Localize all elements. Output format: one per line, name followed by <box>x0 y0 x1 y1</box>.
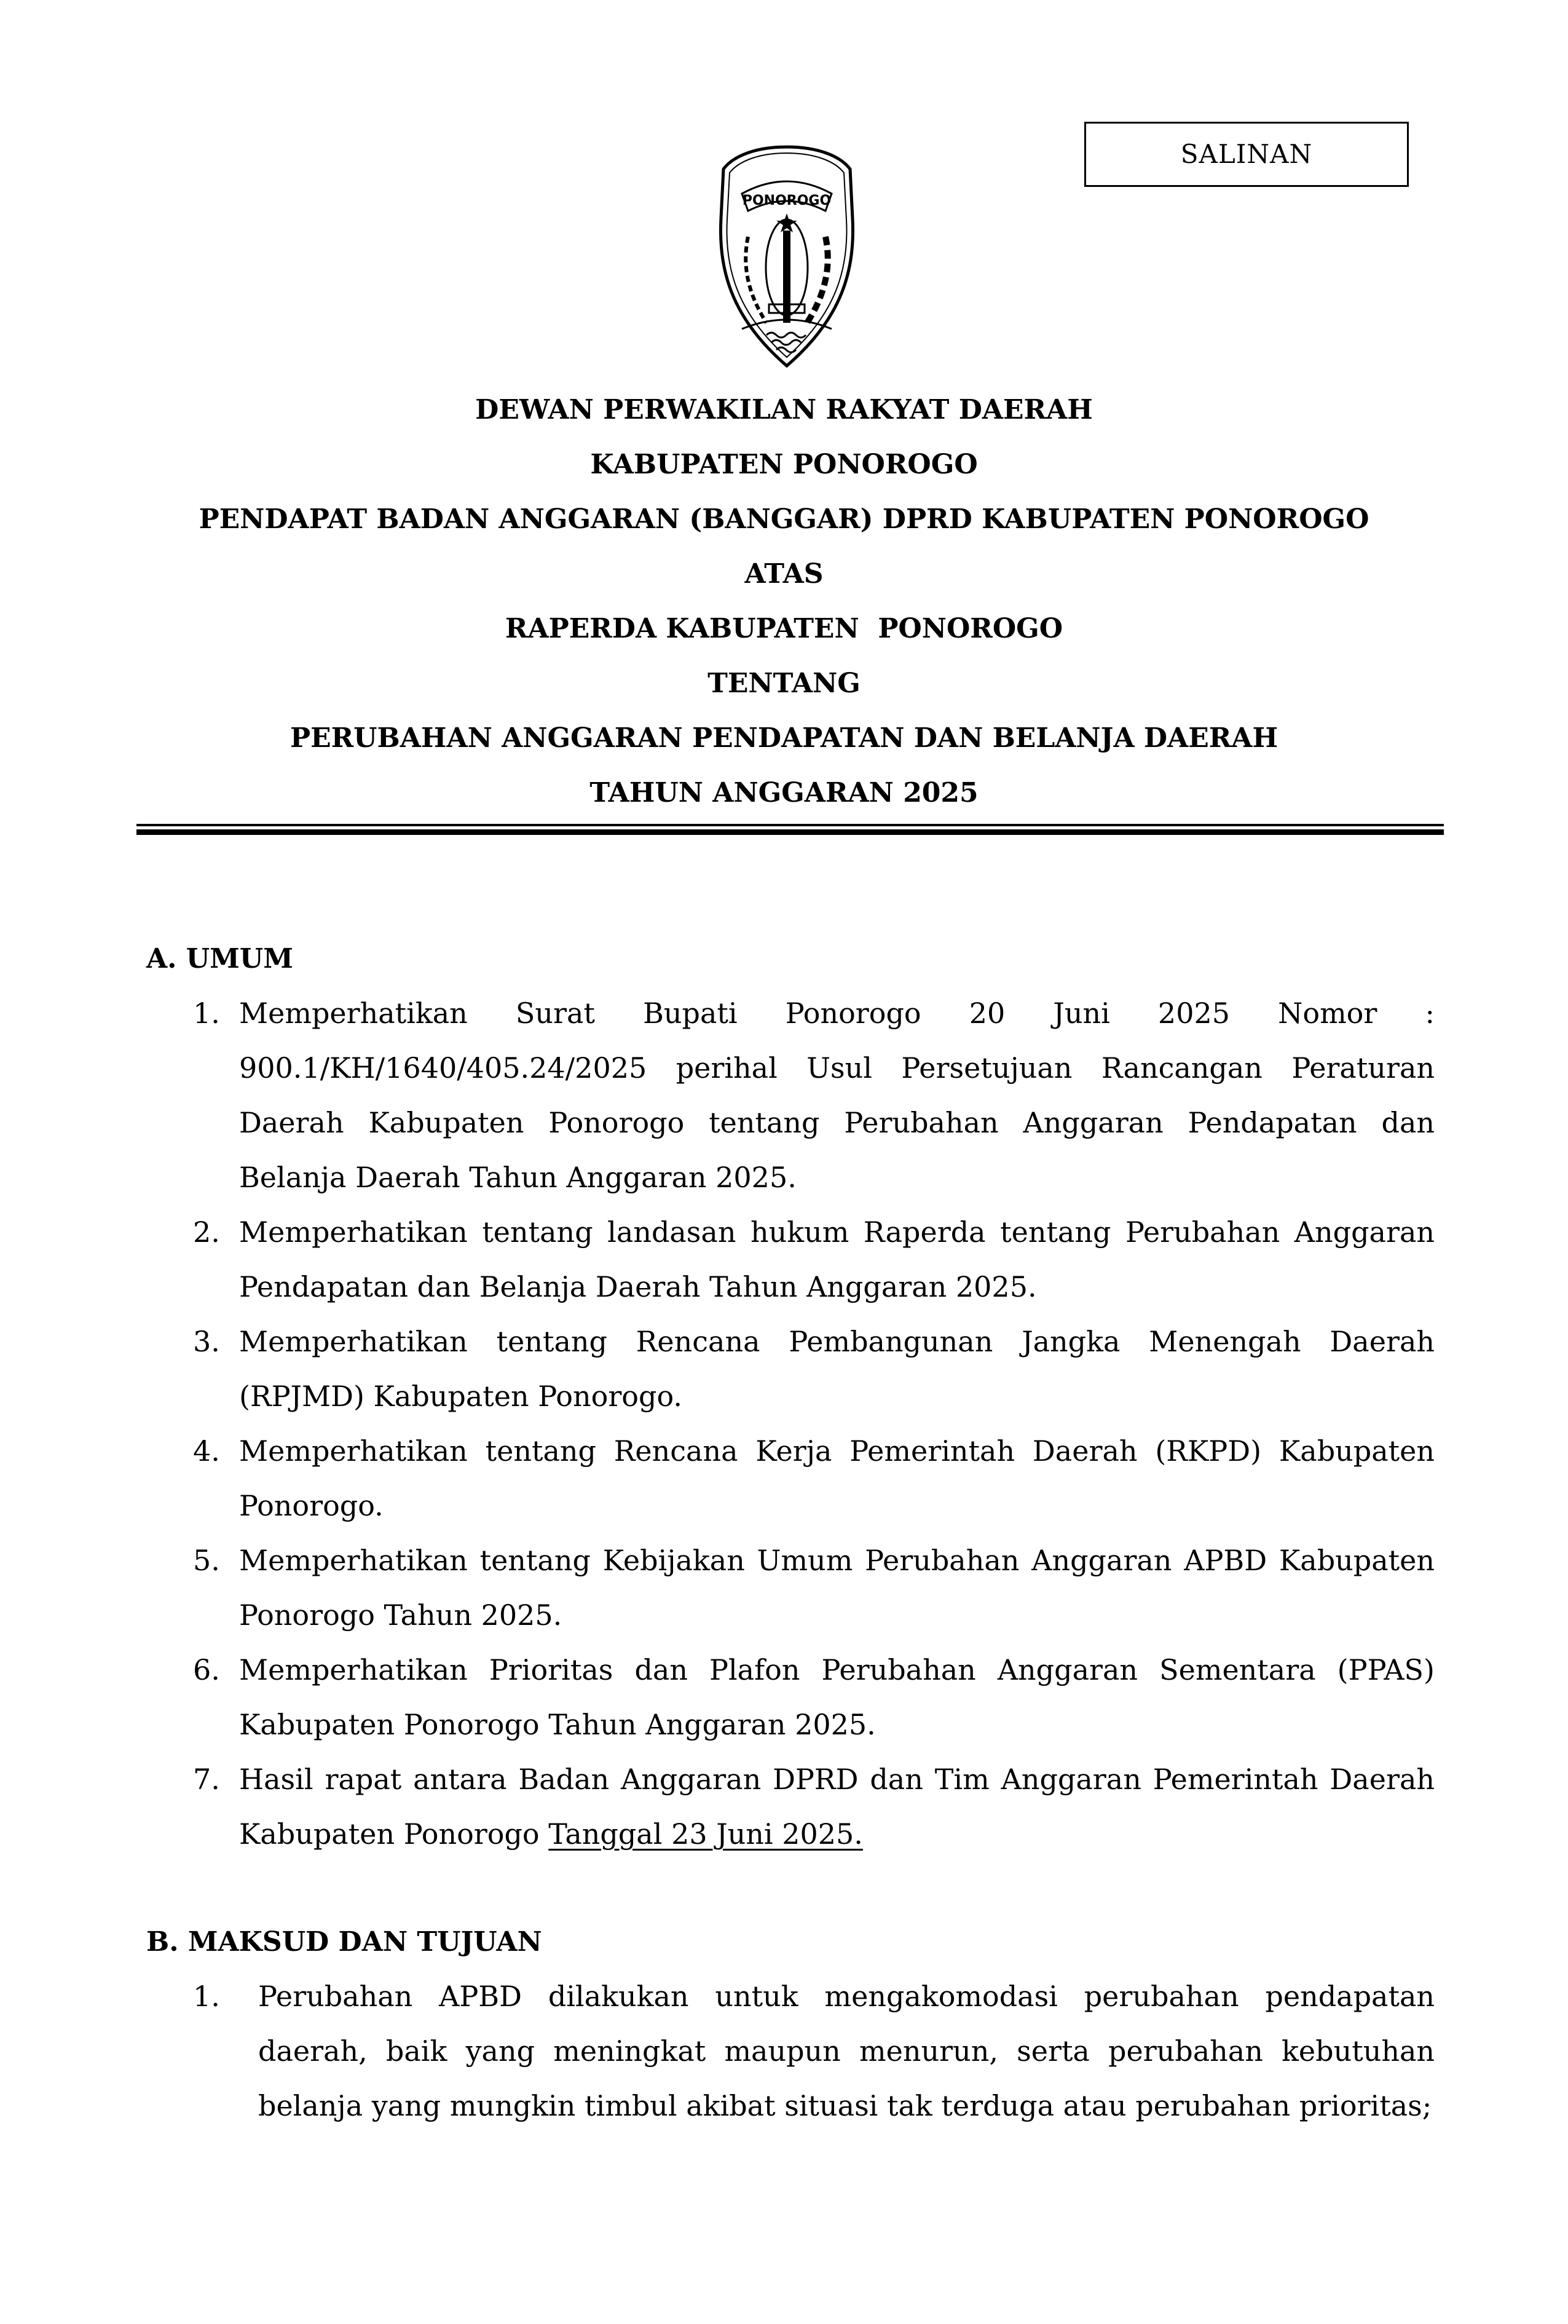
list-item <box>184 1533 1435 1643</box>
list-item-number: 1. <box>193 997 220 1030</box>
list-item-number: 3. <box>193 1325 220 1358</box>
header-line-institution: DEWAN PERWAKILAN RAKYAT DAERAH <box>475 394 1093 425</box>
logo-text: PONOROGO <box>742 193 832 208</box>
header-divider-thin <box>136 824 1444 826</box>
list-item-number: 4. <box>193 1434 220 1468</box>
salinan-stamp <box>1084 122 1409 187</box>
list-item-text: Perubahan APBD dilakukan untuk mengakomodasi perubahan pendapatan daerah, baik yang meningkat maupun menurun, serta perubahan kebutuhan belanja yang mungkin timbul akibat situasi tak terduga atau perubahan prioritas; <box>258 1980 1435 2122</box>
section-b-list <box>184 1969 1435 2133</box>
meeting-date-underlined: Tanggal 23 Juni 2025. <box>548 1817 863 1851</box>
list-item-number: 5. <box>193 1544 220 1577</box>
list-item-number: 7. <box>193 1763 220 1796</box>
list-item <box>184 1424 1435 1533</box>
list-item-text: Memperhatikan tentang Rencana Pembangunan Jangka Menengah Daerah (RPJMD) Kabupaten Ponorogo. <box>239 1325 1435 1413</box>
list-item <box>184 1314 1435 1424</box>
list-item <box>184 1969 1435 2133</box>
document-header <box>0 382 1568 820</box>
section-b-title: B. MAKSUD DAN TUJUAN <box>146 1926 542 1958</box>
list-item <box>184 1643 1435 1752</box>
list-item-text: Hasil rapat antara Badan Anggaran DPRD dan Tim Anggaran Pemerintah Daerah Kabupaten Ponorogo <box>239 1763 1435 1851</box>
ponorogo-coat-of-arms-icon <box>705 144 869 368</box>
list-item-text: Memperhatikan tentang Kebijakan Umum Perubahan Anggaran APBD Kabupaten Ponorogo Tahun 2025. <box>239 1544 1435 1632</box>
list-item-number: 1. <box>193 1980 220 2013</box>
header-line-opinion: PENDAPAT BADAN ANGGARAN (BANGGAR) DPRD KABUPATEN PONOROGO <box>199 504 1369 535</box>
list-item-text: Memperhatikan tentang landasan hukum Raperda tentang Perubahan Anggaran Pendapatan dan Belanja Daerah Tahun Anggaran 2025. <box>239 1215 1435 1303</box>
list-item-text: Memperhatikan Prioritas dan Plafon Perubahan Anggaran Sementara (PPAS) Kabupaten Ponorogo Tahun Anggaran 2025. <box>239 1653 1435 1741</box>
section-a-list <box>184 986 1435 1862</box>
section-a-title: A. UMUM <box>146 943 293 974</box>
header-line-year: TAHUN ANGGARAN 2025 <box>589 777 979 808</box>
header-line-atas: ATAS <box>744 558 824 590</box>
list-item <box>184 986 1435 1205</box>
list-item-text: Memperhatikan Surat Bupati Ponorogo 20 Juni 2025 Nomor : 900.1/KH/1640/405.24/2025 perihal Usul Persetujuan Rancangan Peraturan Daerah Kabupaten Ponorogo tentang Perubahan Anggaran Pendapatan dan Belanja Daerah Tahun Anggaran 2025. <box>239 997 1435 1194</box>
list-item-number: 2. <box>193 1215 220 1249</box>
list-item <box>184 1752 1435 1862</box>
list-item-text: Memperhatikan tentang Rencana Kerja Pemerintah Daerah (RKPD) Kabupaten Ponorogo. <box>239 1434 1435 1522</box>
header-line-regency: KABUPATEN PONOROGO <box>590 449 978 480</box>
salinan-label: SALINAN <box>1180 139 1313 169</box>
header-line-raperda: RAPERDA KABUPATEN PONOROGO <box>505 613 1063 644</box>
header-line-tentang: TENTANG <box>707 668 861 699</box>
header-line-subject: PERUBAHAN ANGGARAN PENDAPATAN DAN BELANJA DAERAH <box>290 722 1278 754</box>
list-item <box>184 1205 1435 1314</box>
header-divider-thick <box>136 829 1444 835</box>
list-item-number: 6. <box>193 1653 220 1686</box>
